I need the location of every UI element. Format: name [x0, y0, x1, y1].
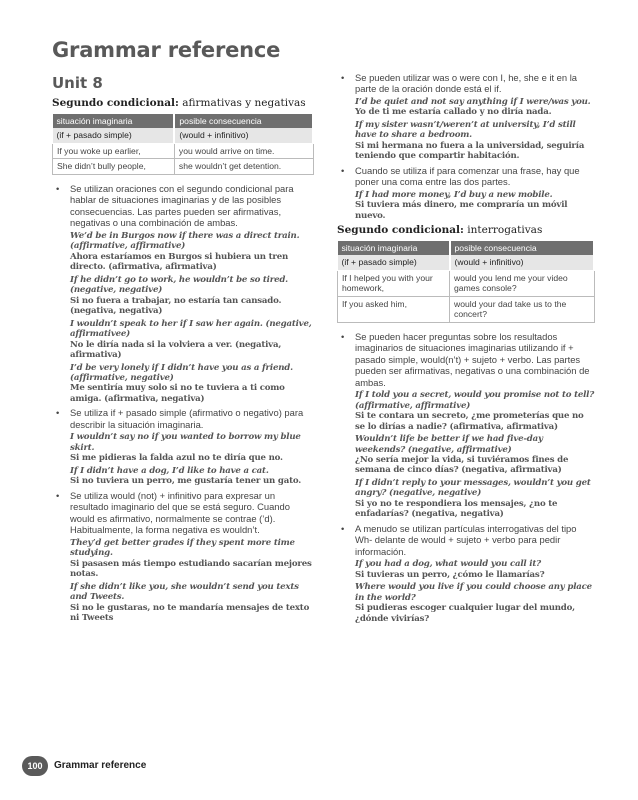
table-subheader: (would + infinitivo): [450, 255, 594, 270]
example-en: If I had more money, I’d buy a new mobile.: [355, 189, 553, 200]
example-en: Wouldn’t life be better if we had five-day weekends? (negative, affirmative): [355, 434, 543, 455]
table-cell: If I helped you with your homework,: [338, 270, 450, 296]
bullet-text: • Se pueden utilizar was o were con I, he, she e it en la parte de la oración donde está el if.: [355, 72, 578, 95]
example-en: If you had a dog, what would you call it?: [355, 559, 541, 570]
example-es: No le diría nada si la volviera a ver. (negativa, afirmativa): [70, 339, 282, 361]
table-cell: She didn’t bully people,: [53, 159, 175, 174]
table-row: [338, 296, 595, 322]
page-number: 100: [22, 756, 48, 776]
example-en: If I didn’t have a dog, I’d like to have a cat.: [70, 465, 269, 476]
table-header: posible consecuencia: [450, 241, 594, 255]
list-item: [337, 331, 595, 520]
table-subheader: (would + infinitivo): [174, 128, 313, 143]
example-en: I wouldn’t speak to her if I saw her again. (negative, affirmativee): [70, 318, 312, 340]
table-cell: would you lend me your video games console?: [450, 270, 594, 296]
bullet-text: • Se utilizan oraciones con el segundo condicional para hablar de situaciones imaginarias y de las posibles consecuencias. Las partes pueden ser afirmativas, negativas o una combinación de ambas.: [70, 182, 294, 229]
left-bullet-list: [52, 183, 314, 624]
footer-label: Grammar reference: [54, 759, 147, 771]
section2-title: [337, 224, 595, 237]
example-en: I wouldn’t say no if you wanted to borrow my blue skirt.: [70, 432, 301, 453]
list-item: [52, 407, 314, 486]
example-es: Si yo no te respondiera los mensajes, ¿no te enfadarías? (negativa, negativa): [355, 498, 558, 520]
example-en: If I didn’t reply to your messages, wouldn’t you get angry? (negative, negative): [355, 477, 591, 499]
example-es: Si no le gustaras, no te mandaría mensajes de texto ni Tweets: [70, 602, 310, 624]
example-es: ¿No sería mejor la vida, si tuviéramos fines de semana de cinco días? (negativa, afirmativa): [355, 454, 569, 476]
left-column: [52, 74, 314, 627]
table-cell: you would arrive on time.: [174, 143, 313, 158]
example-es: Si te contara un secreto, ¿me prometerías que no se lo dirías a nadie? (afirmativa, afirmativa): [355, 411, 584, 432]
table-cell: If you woke up earlier,: [53, 143, 175, 158]
example-es: Yo de ti me estaría callado y no diría nada.: [355, 107, 552, 118]
right-bullet-list-top: [337, 72, 595, 221]
example-es: Si no fuera a trabajar, no estaría tan cansado. (negativa, negativa): [70, 295, 282, 317]
example-en: We’d be in Burgos now if there was a direct train. (affirmative, affirmative): [70, 230, 300, 252]
example-es: Si pasasen más tiempo estudiando sacarían mejores notas.: [70, 558, 312, 580]
example-es: Si tuviera más dinero, me compraría un móvil nuevo.: [355, 200, 568, 221]
section1-title-rest: afirmativas y negativas: [178, 97, 306, 110]
table-subheader: (if + pasado simple): [338, 255, 450, 270]
example-en: If my sister wasn’t/weren’t at university, I’d still have to share a bedroom.: [355, 119, 576, 141]
example-es: Si me pidieras la falda azul no te diría que no.: [70, 453, 283, 464]
bullet-text: • Se utiliza would (not) + infinitivo para expresar un resultado imaginario del que se está seguro. Cuando would es afirmativo, normalmente se contrae (’d). Habitualmente, la forma negativa es wouldn’t.: [70, 489, 290, 536]
table-cell: would your dad take us to the concert?: [450, 296, 594, 322]
bullet-text: • Se utiliza if + pasado simple (afirmativo o negativo) para describir la situación imaginaria.: [70, 407, 304, 430]
section1-table: [52, 114, 314, 175]
example-es: Si mi hermana no fuera a la universidad, seguiría teniendo que compartir habitación.: [355, 140, 585, 162]
table-cell: If you asked him,: [338, 296, 450, 322]
example-es: Si tuvieras un perro, ¿cómo le llamarías?: [355, 569, 545, 580]
list-item: [337, 165, 595, 221]
example-es: Si pudieras escoger cualquier lugar del mundo, ¿dónde vivirías?: [355, 603, 575, 624]
list-item: [52, 183, 314, 405]
table-row: [338, 270, 595, 296]
example-es: Me sentiría muy solo si no te tuviera a ti como amiga. (afirmativa, negativa): [70, 383, 285, 404]
example-es: Si no tuviera un perro, me gustaría tener un gato.: [70, 476, 302, 487]
page-title: Grammar reference: [52, 38, 281, 62]
right-bullet-list-bottom: [337, 331, 595, 624]
section1-title: [52, 97, 314, 110]
table-row: [53, 143, 314, 158]
table-subheader: (if + pasado simple): [53, 128, 175, 143]
section1-title-bold: Segundo condicional:: [52, 97, 179, 110]
bullet-text: • Se pueden hacer preguntas sobre los resultados imaginarios de situaciones imaginarias utilizando if + pasado simple, would(n’t) + sujeto + verbo. Las partes pueden ser afirmativas, negativas o una combinación de ambas.: [355, 330, 590, 388]
footer: [22, 756, 146, 776]
example-en: They’d get better grades if they spent more time studying.: [70, 537, 295, 559]
list-item: [52, 490, 314, 624]
table-header: situación imaginaria: [53, 114, 175, 128]
unit-heading: Unit 8: [52, 74, 103, 92]
example-es: Ahora estaríamos en Burgos si hubiera un tren directo. (afirmativa, afirmativa): [70, 251, 289, 273]
right-column: [337, 72, 595, 627]
example-en: If I told you a secret, would you promise not to tell? (affirmative, affirmative): [355, 390, 595, 411]
list-item: [337, 72, 595, 162]
list-item: [337, 523, 595, 624]
table-row: [53, 159, 314, 174]
section2-title-bold: Segundo condicional:: [337, 224, 464, 237]
table-header: situación imaginaria: [338, 241, 450, 255]
example-en: If she didn’t like you, she wouldn’t send you texts and Tweets.: [70, 581, 299, 603]
example-en: I’d be quiet and not say anything if I were/was you.: [355, 96, 591, 107]
section2-title-rest: interrogativas: [463, 224, 543, 237]
example-en: Where would you live if you could choose any place in the world?: [355, 582, 592, 603]
bullet-text: • A menudo se utilizan partículas interrogativas del tipo Wh- delante de would + sujeto + verbo para pedir información.: [355, 522, 577, 557]
table-header: posible consecuencia: [174, 114, 313, 128]
section2-table: [337, 241, 595, 323]
example-en: If he didn’t go to work, he wouldn’t be so tired. (negative, negative): [70, 274, 288, 296]
bullet-text: • Cuando se utiliza if para comenzar una frase, hay que poner una coma entre las dos partes.: [355, 164, 580, 188]
example-en: I’d be very lonely if I didn’t have you as a friend. (affirmative, negative): [70, 362, 293, 383]
table-cell: she wouldn’t get detention.: [174, 159, 313, 174]
